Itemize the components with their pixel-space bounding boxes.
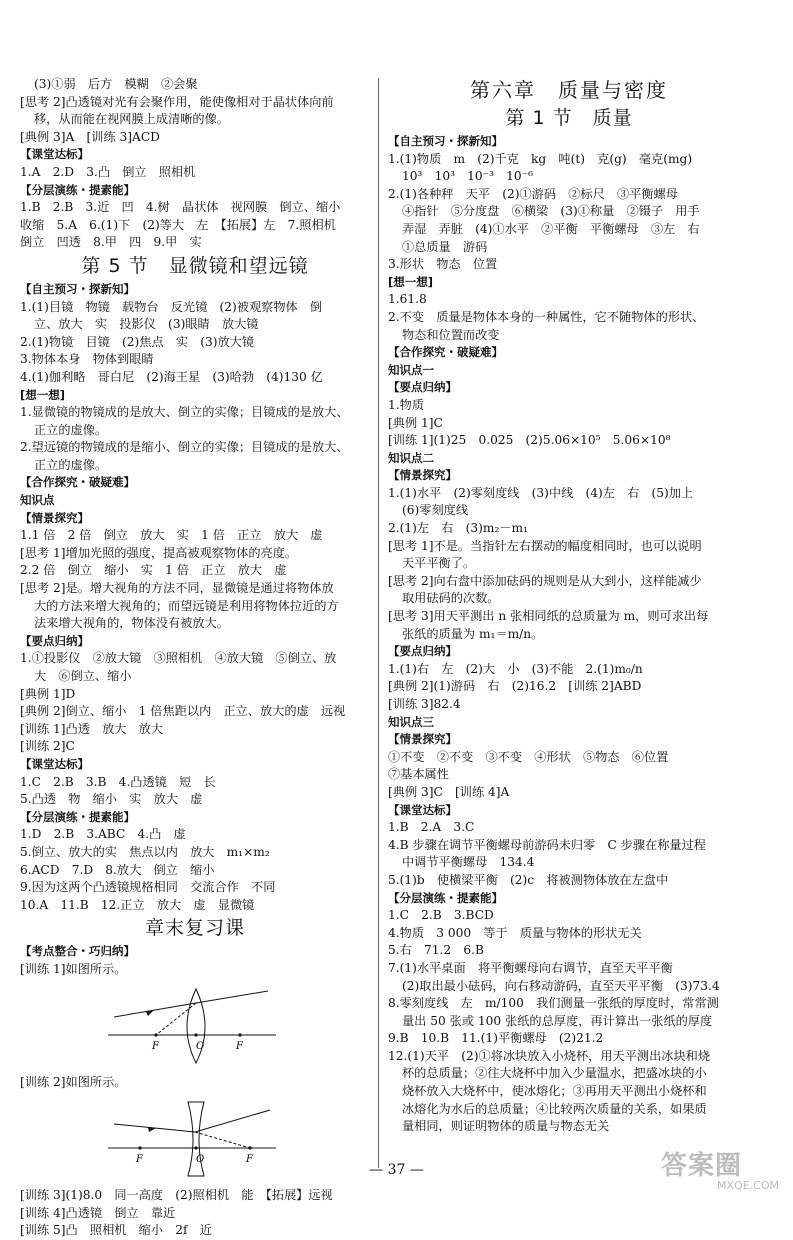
answer-line: 大 ⑥倒立、缩小 (34, 669, 132, 683)
answer-line: 10.A 11.B 12.正立 放大 虚 显微镜 (20, 897, 255, 912)
answer-line: 1.(1)水平 (2)零刻度线 (3)中线 (4)左 右 (5)加上 (388, 485, 694, 500)
section-heading: 【课堂达标】 (20, 147, 89, 162)
answer-line: 取用砝码的次数。 (402, 591, 500, 606)
answer-line: 大的方法来增大视角的；而望远镜是利用将物体拉近的方 (34, 598, 339, 613)
answer-line: 2.(1)左 右 (3)m₂－m₁ (388, 521, 528, 536)
section-heading: 【情景探究】 (20, 510, 89, 525)
answer-line: [思考 1]不是。当指针左右摆动的幅度相同时，也可以说明 (388, 538, 702, 553)
axis-point (194, 1033, 197, 1036)
answer-line: 1.1 倍 2 倍 倒立 放大 实 1 倍 正立 放大 虚 (20, 528, 323, 543)
answer-line: 5.(1)b 使横梁平衡 (2)c 将被测物体放在左盘中 (388, 872, 669, 887)
axis-label: F (136, 1153, 143, 1165)
section-heading: 【情景探究】 (388, 732, 457, 747)
answer-line: 烧杯放入大烧杯中，使冰熔化；③再用天平测出小烧杯和 (402, 1084, 707, 1099)
answer-line: 立、放大 实 投影仪 (3)眼睛 放大镜 (34, 317, 259, 332)
answer-line: 倒立 凹透 8.甲 四 9.甲 实 (20, 235, 202, 250)
section-heading: 【考点整合・巧归纳】 (20, 944, 135, 959)
section-title: 第 1 节 质量 (505, 107, 633, 129)
left-column (20, 76, 370, 1240)
answer-line: [典例 2](1)游码 右 (2)16.2 [训练 2]ABD (388, 679, 642, 694)
answer-line: 正立的虚像。 (34, 457, 108, 472)
incident-ray (114, 1003, 196, 1017)
answer-line: 8.零刻度线 左 m/100 我们测量一张纸的厚度时，常常测 (388, 996, 719, 1011)
answer-line: 12.(1)天平 (2)①将冰块放入小烧杯，用天平测出冰块和烧 (388, 1048, 711, 1063)
answer-line: 2.(1)各种秤 天平 (2)①游码 ②标尺 ③平衡螺母 (388, 186, 678, 201)
axis-label: O (196, 1040, 205, 1052)
answer-line: 2.不变 质量是物体本身的一种属性，它不随物体的形状、 (388, 309, 705, 324)
section-heading: 【合作探究・破疑难】 (388, 345, 503, 360)
refracted-ray (195, 1110, 270, 1132)
answer-line: 中调节平衡螺母 134.4 (402, 855, 535, 870)
answer-line: 6.ACD 7.D 8.放大 倒立 缩小 (20, 862, 215, 877)
answer-line: 1.61.8 (388, 292, 427, 307)
answer-line: 1.C 2.B 3.B 4.凸透镜 短 长 (20, 774, 216, 789)
answer-line: 2.(1)物镜 目镜 (2)焦点 实 (3)放大镜 (20, 334, 255, 349)
watermark-logo (661, 1152, 779, 1194)
answer-line: 10³ 10³ 10⁻³ 10⁻⁶ (402, 169, 534, 184)
watermark-url: MXQE.COM (717, 1179, 779, 1192)
answer-line: [训练 2]C (20, 739, 75, 754)
answer-line: 杯的总质量；②往大烧杯中加入少量温水，把盛冰块的小 (402, 1066, 707, 1081)
answer-line: [思考 2]是。增大视角的方法不同，显微镜是通过将物体放 (20, 581, 334, 596)
answer-line: 1.B 2.B 3.近 凹 4.树 晶状体 视网膜 倒立、缩小 (20, 200, 341, 215)
section-heading: 【要点归纳】 (20, 633, 89, 648)
axis-point (194, 1146, 197, 1149)
section-heading: 【自主预习・探新知】 (388, 134, 503, 148)
answer-line: 1.(1)物质 m (2)千克 kg 吨(t) 克(g) 毫克(mg) (388, 151, 693, 166)
answer-line: [训练 1](1)25 0.025 (2)5.06×10⁵ 5.06×10⁸ (388, 433, 671, 448)
answer-line: 5.凸透 物 缩小 实 放大 虚 (20, 792, 203, 807)
answer-line: ①不变 ②不变 ③不变 ④形状 ⑤物态 ⑥位置 (388, 749, 669, 764)
answer-line: 5.倒立、放大的实 焦点以内 放大 m₁×m₂ (20, 844, 270, 859)
answer-line: 2.望远镜的物镜成的是缩小、倒立的实像；目镜成的是放大、 (20, 440, 349, 455)
answer-line: [训练 3](1)8.0 同一高度 (2)照相机 能 【拓展】远视 (20, 1188, 333, 1203)
section-heading: 【分层演练・提素能】 (388, 890, 503, 905)
section-title: 章末复习课 (144, 917, 245, 940)
section-title: 第 5 节 显微镜和望远镜 (81, 254, 309, 277)
convex-lens-diagram (100, 983, 370, 1071)
axis-point (138, 1146, 141, 1149)
answer-line: [典例 1]D (20, 686, 76, 701)
answer-line: 1.A 2.D 3.凸 倒立 照相机 (20, 164, 196, 179)
answer-line: 天平平衡了。 (402, 556, 476, 571)
watermark-text: 答案圈 (661, 1151, 743, 1181)
answer-line: ①总质量 游码 (402, 239, 488, 254)
answer-line: 3.物体本身 物体到眼睛 (20, 352, 154, 367)
answer-line: 1.C 2.B 3.BCD (388, 908, 494, 923)
section-heading: 【课堂达标】 (20, 756, 89, 771)
answer-line: (3)①弱 后方 模糊 ②会聚 (34, 77, 198, 91)
answer-line: 移，从而能在视网膜上成清晰的像。 (34, 112, 229, 127)
section-heading: 知识点三 (388, 714, 434, 729)
answer-line: 9.因为这两个凸透镜规格相同 交流合作 不同 (20, 880, 276, 895)
answer-line: (6)零刻度线 (402, 503, 469, 518)
section-heading: 【分层演练・提素能】 (20, 182, 135, 197)
answer-line: 5.右 71.2 6.B (388, 943, 484, 958)
section-heading: 【情景探究】 (388, 468, 457, 483)
section-heading: [想一想] (20, 387, 66, 402)
section-heading: 【合作探究・破疑难】 (20, 475, 135, 490)
section-heading: 【要点归纳】 (388, 380, 457, 395)
answer-line: 1.显微镜的物镜成的是放大、倒立的实像；目镜成的是放大、 (20, 405, 349, 420)
answer-line: [典例 2]倒立、缩小 1 倍焦距以内 正立、放大的虚 远视 (20, 704, 346, 719)
answer-line: [思考 1]增加光照的强度，提高被观察物体的亮度。 (20, 545, 298, 560)
answer-line: [思考 2]向右盘中添加砝码的规则是从大到小，这样能减少 (388, 573, 702, 588)
answer-line: 正立的虚像。 (34, 422, 108, 437)
section-heading: [想一想] (388, 274, 434, 289)
axis-point (238, 1033, 241, 1036)
answer-line: ⑦基本属性 (388, 767, 449, 782)
section-heading: 【分层演练・提素能】 (20, 809, 135, 824)
answer-line: 4.物质 3 000 等于 质量与物体的形状无关 (388, 925, 642, 940)
answer-line: [训练 4]凸透镜 倒立 靠近 (20, 1205, 176, 1220)
answer-line: 法来增大视角的，物体没有被放大。 (34, 616, 229, 631)
answer-line: [典例 3]C [训练 4]A (388, 784, 510, 799)
axis-label: F (152, 1040, 159, 1052)
answer-line: [思考 2]凸透镜对光有会聚作用，能使像相对于晶状体向前 (20, 94, 334, 109)
answer-line: [训练 3]82.4 (388, 697, 461, 711)
answer-line: ④指针 ⑤分度盘 ⑥横梁 (3)①称量 ②镊子 用手 (402, 204, 700, 219)
answer-line: 量相同，则证明物体的质量与物态无关 (402, 1119, 610, 1134)
dashed-extension (195, 1132, 250, 1148)
answer-line: 1.(1)右 左 (2)大 小 (3)不能 2.(1)m₀/n (388, 661, 643, 676)
axis-label: F (246, 1153, 253, 1165)
answer-line: [训练 1]凸透 放大 放大 (20, 721, 164, 736)
answer-line: [典例 3]A [训练 3]ACD (20, 129, 160, 144)
section-heading: 【要点归纳】 (388, 644, 457, 659)
axis-point (248, 1146, 251, 1149)
axis-label: F (236, 1040, 243, 1052)
answer-line: 收缩 5.A 6.(1)下 (2)等大 左 【拓展】左 7.照相机 (20, 217, 336, 232)
column-divider (378, 78, 379, 1168)
answer-line: 1.(1)目镜 物镜 载物台 反光镜 (2)被观察物体 倒 (20, 299, 323, 314)
chapter-title: 第六章 质量与密度 (470, 78, 668, 102)
answer-line: 1.D 2.B 3.ABC 4.凸 虚 (20, 827, 186, 842)
answer-line: 2.2 倍 倒立 缩小 实 1 倍 正立 放大 虚 (20, 563, 287, 578)
answer-line: 4.B 步骤在调节平衡螺母前游码未归零 C 步骤在称量过程 (388, 837, 706, 852)
page-number: — 37 — (369, 1162, 424, 1178)
answer-line: [训练 2]如图所示。 (20, 1075, 127, 1090)
section-heading: 知识点一 (388, 362, 434, 377)
answer-line: 7.(1)水平桌面 将平衡螺母向右调节，直至天平平衡 (388, 960, 673, 975)
axis-point (154, 1033, 157, 1036)
dashed-extension (156, 1003, 196, 1035)
section-heading: 知识点二 (388, 450, 434, 465)
answer-line: 1.B 2.A 3.C (388, 820, 475, 835)
answer-line: [思考 3]用天平测出 n 张相同纸的总质量为 m，则可求出每 (388, 609, 709, 624)
answer-line: 物态和位置而改变 (402, 327, 500, 342)
answer-line: [训练 5]凸 照相机 缩小 2f 近 (20, 1223, 212, 1238)
answer-line: [典例 1]C (388, 415, 443, 430)
right-column (388, 76, 750, 1136)
answer-line: 4.(1)伽利略 哥白尼 (2)海王星 (3)哈勃 (4)130 亿 (20, 369, 323, 384)
answer-line: 冰熔化为水后的总质量；④比较两次质量的关系，如果质 (402, 1101, 707, 1116)
section-heading: 【自主预习・探新知】 (20, 281, 135, 296)
answer-line: (2)取出最小砝码，向右移动游码，直至天平平衡 (3)73.4 (402, 978, 720, 993)
section-heading: 【课堂达标】 (388, 802, 457, 817)
answer-line: [训练 1]如图所示。 (20, 961, 127, 976)
answer-line: 弄湿 弄脏 (4)①水平 ②平衡 平衡螺母 ③左 右 (402, 221, 700, 236)
axis-label: O (196, 1153, 205, 1165)
answer-line: 量出 50 张或 100 张纸的总厚度，再计算出一张纸的厚度 (402, 1013, 713, 1028)
refracted-ray (196, 991, 268, 1003)
answer-line: 张纸的质量为 m₁＝m/n。 (402, 626, 544, 641)
answer-line: 1.物质 (388, 397, 425, 412)
answer-line: 3.形状 物态 位置 (388, 257, 498, 272)
section-heading: 知识点 (20, 493, 55, 508)
answer-line: 1.①投影仪 ②放大镜 ③照相机 ④放大镜 ⑤倒立、放 (20, 651, 337, 666)
answer-line: 9.B 10.B 11.(1)平衡螺母 (2)21.2 (388, 1031, 604, 1046)
